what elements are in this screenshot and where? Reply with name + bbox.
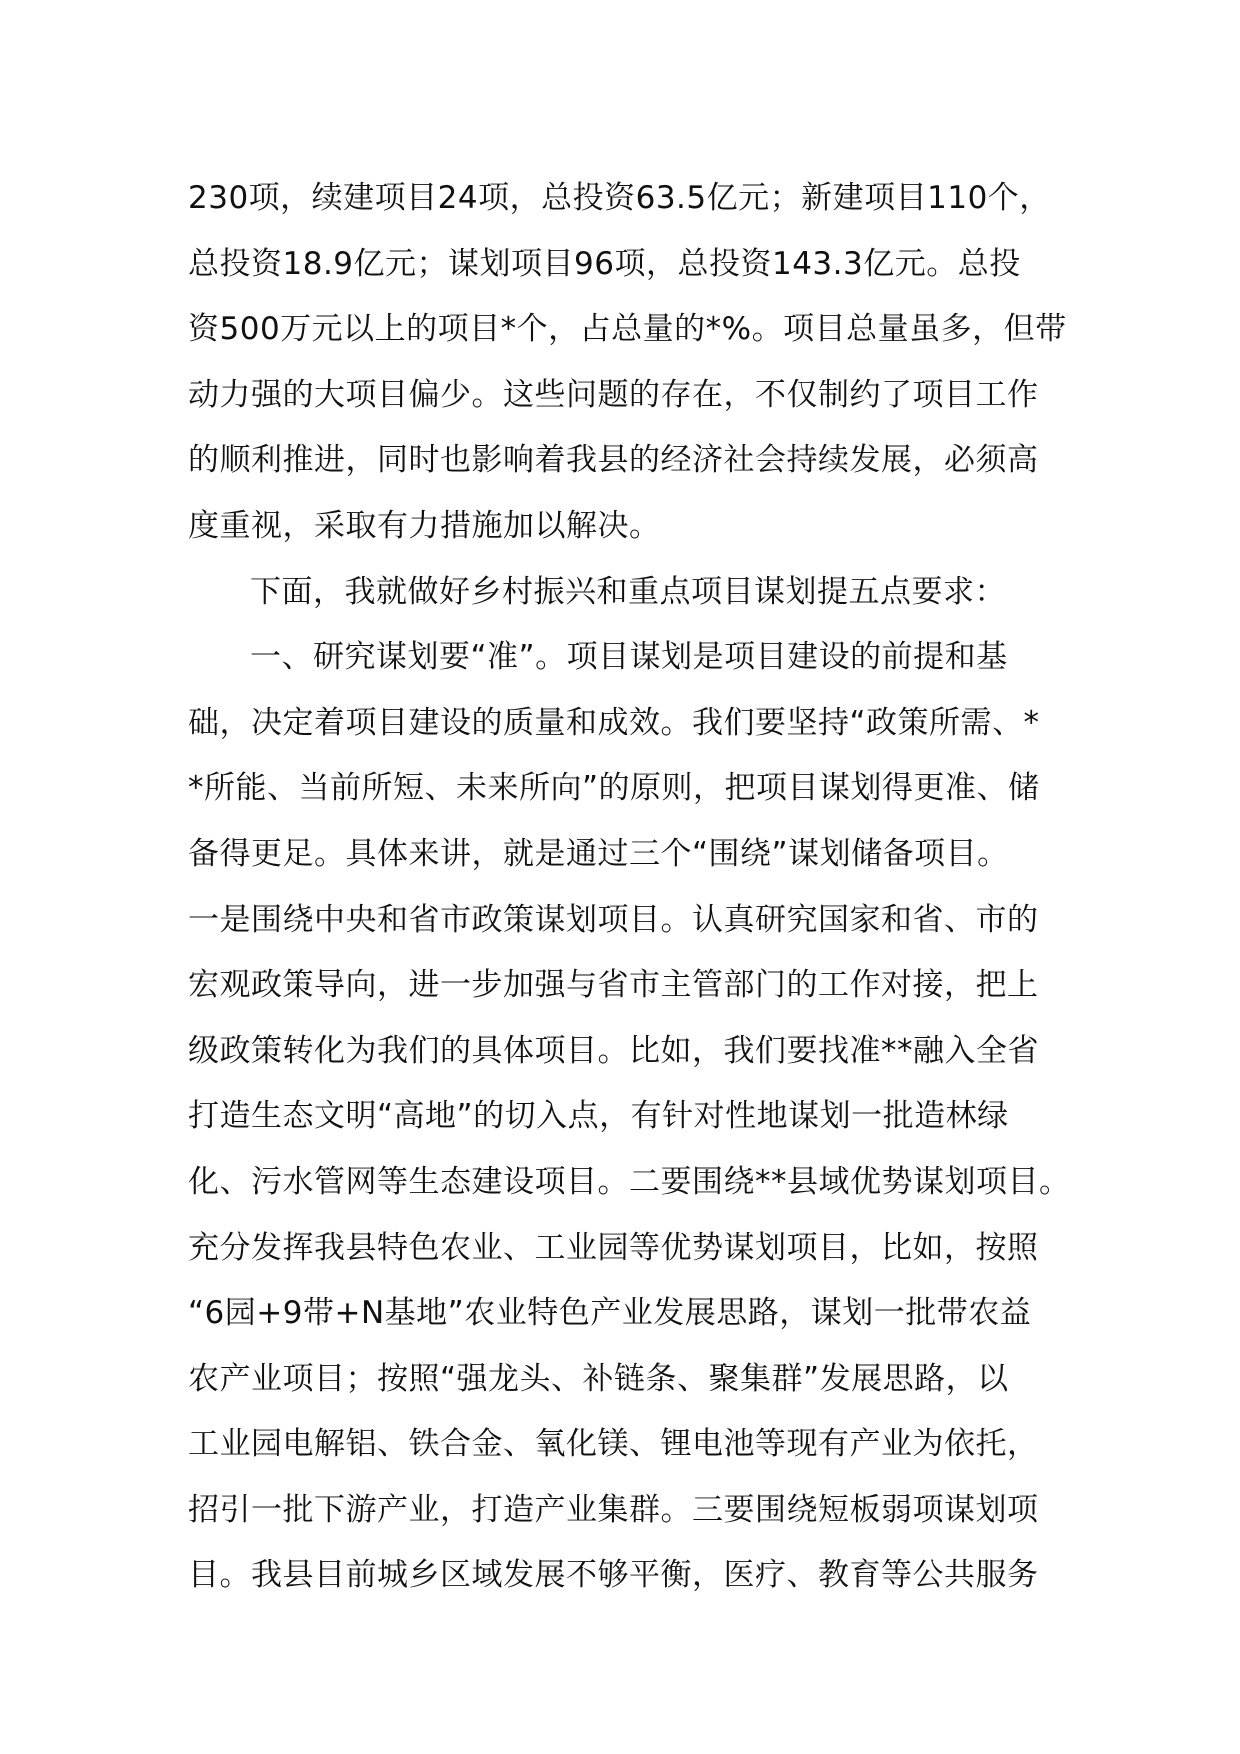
text-line: “6园+9带+N基地”农业特色产业发展思路，谋划一批带农益: [188, 1295, 1032, 1332]
text-line: 总投资18.9亿元；谋划项目96项，总投资143.3亿元。总投: [188, 245, 1021, 282]
text-line: 招引一批下游产业，打造产业集群。三要围绕短板弱项谋划项: [188, 1491, 1039, 1528]
text-line: 级政策转化为我们的具体项目。比如，我们要找准**融入全省: [188, 1032, 1039, 1069]
text-line: *所能、当前所短、未来所向”的原则，把项目谋划得更准、储: [188, 770, 1040, 807]
text-line: 动力强的大项目偏少。这些问题的存在，不仅制约了项目工作: [188, 376, 1039, 413]
text-line: 下面，我就做好乡村振兴和重点项目谋划提五点要求：: [250, 573, 1006, 610]
text-line: 度重视，采取有力措施加以解决。: [188, 507, 661, 544]
text-line: 工业园电解铝、铁合金、氧化镁、锂电池等现有产业为依托，: [188, 1426, 1039, 1463]
text-line: 备得更足。具体来讲，就是通过三个“围绕”谋划储备项目。: [188, 835, 1009, 872]
text-line: 230项，续建项目24项，总投资63.5亿元；新建项目110个，: [188, 180, 1051, 216]
text-line: 目。我县目前城乡区域发展不够平衡，医疗、教育等公共服务: [188, 1557, 1039, 1594]
text-line: 化、污水管网等生态建设项目。二要围绕**县域优势谋划项目。: [188, 1163, 1071, 1200]
text-line: 的顺利推进，同时也影响着我县的经济社会持续发展，必须高: [188, 442, 1039, 479]
text-line: 充分发挥我县特色农业、工业园等优势谋划项目，比如，按照: [188, 1229, 1039, 1266]
body-text: [188, 166, 1071, 1609]
text-line: 一、研究谋划要“准”。项目谋划是项目建设的前提和基: [250, 639, 1008, 676]
text-line: 农产业项目；按照“强龙头、补链条、聚集群”发展思路，以: [188, 1360, 1009, 1397]
text-line: 资500万元以上的项目*个，占总量的*%。项目总量虽多，但带: [188, 311, 1067, 348]
text-line: 础，决定着项目建设的质量和成效。我们要坚持“政策所需、*: [188, 704, 1040, 741]
text-line: 宏观政策导向，进一步加强与省市主管部门的工作对接，把上: [188, 967, 1039, 1004]
text-line: 一是围绕中央和省市政策谋划项目。认真研究国家和省、市的: [188, 901, 1039, 938]
text-line: 打造生态文明“高地”的切入点，有针对性地谋划一批造林绿: [188, 1098, 1009, 1135]
